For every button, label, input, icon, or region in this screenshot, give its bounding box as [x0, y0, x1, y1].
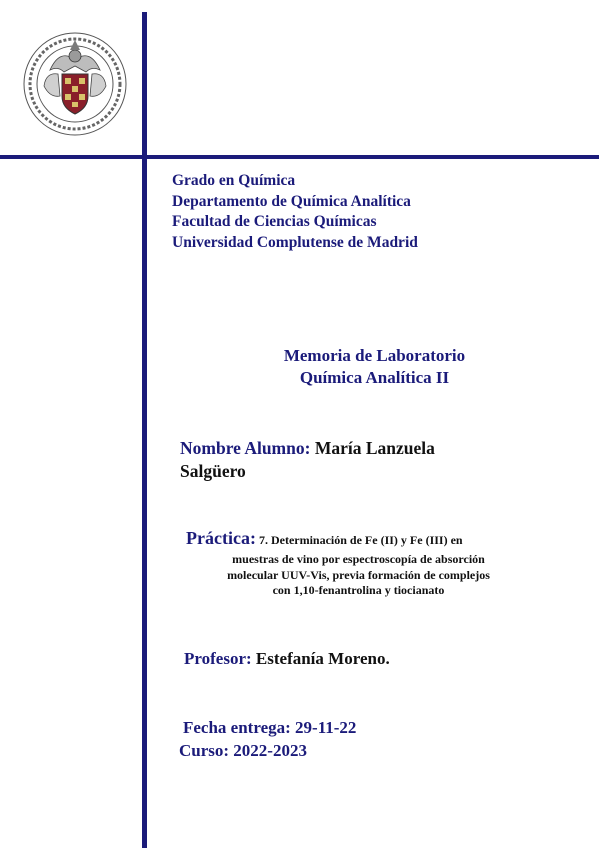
student-field — [180, 437, 515, 483]
profesor-name: Estefanía Moreno. — [255, 649, 390, 668]
title-line-2: Química Analítica II — [299, 368, 450, 387]
degree-line: Grado en Química — [172, 172, 296, 189]
student-name-last: Salgüero — [180, 461, 246, 481]
due-date: Fecha entrega: 29-11-22 — [183, 718, 357, 737]
university-line: Universidad Complutense de Madrid — [172, 233, 418, 251]
practica-description — [186, 552, 531, 599]
profesor-label: Profesor: — [184, 649, 252, 668]
practica-line-3: molecular UUV-Vis, previa formación de complejos — [227, 567, 490, 582]
practica-line-1: 7. Determinación de Fe (II) y Fe (III) en — [258, 533, 463, 547]
profesor-field — [184, 649, 390, 669]
practica-line-2: muestras de vino por espectroscopía de absorción — [232, 552, 485, 566]
document-title — [150, 345, 599, 389]
horizontal-rule — [0, 155, 599, 159]
vertical-rule — [142, 12, 147, 848]
faculty-line: Facultad de Ciencias Químicas — [172, 213, 377, 230]
institution-block — [172, 171, 418, 253]
department-line: Departamento de Química Analítica — [172, 192, 411, 210]
practica-line-4: con 1,10-fenantrolina y tiocianato — [272, 583, 445, 597]
student-name-first: María Lanzuela — [314, 438, 435, 458]
title-line-1: Memoria de Laboratorio — [283, 346, 466, 365]
student-label: Nombre Alumno: — [180, 438, 311, 458]
university-seal-icon — [20, 26, 130, 142]
academic-year: Curso: 2022-2023 — [179, 741, 307, 760]
practica-heading — [186, 528, 463, 549]
practica-label: Práctica: — [186, 528, 256, 548]
